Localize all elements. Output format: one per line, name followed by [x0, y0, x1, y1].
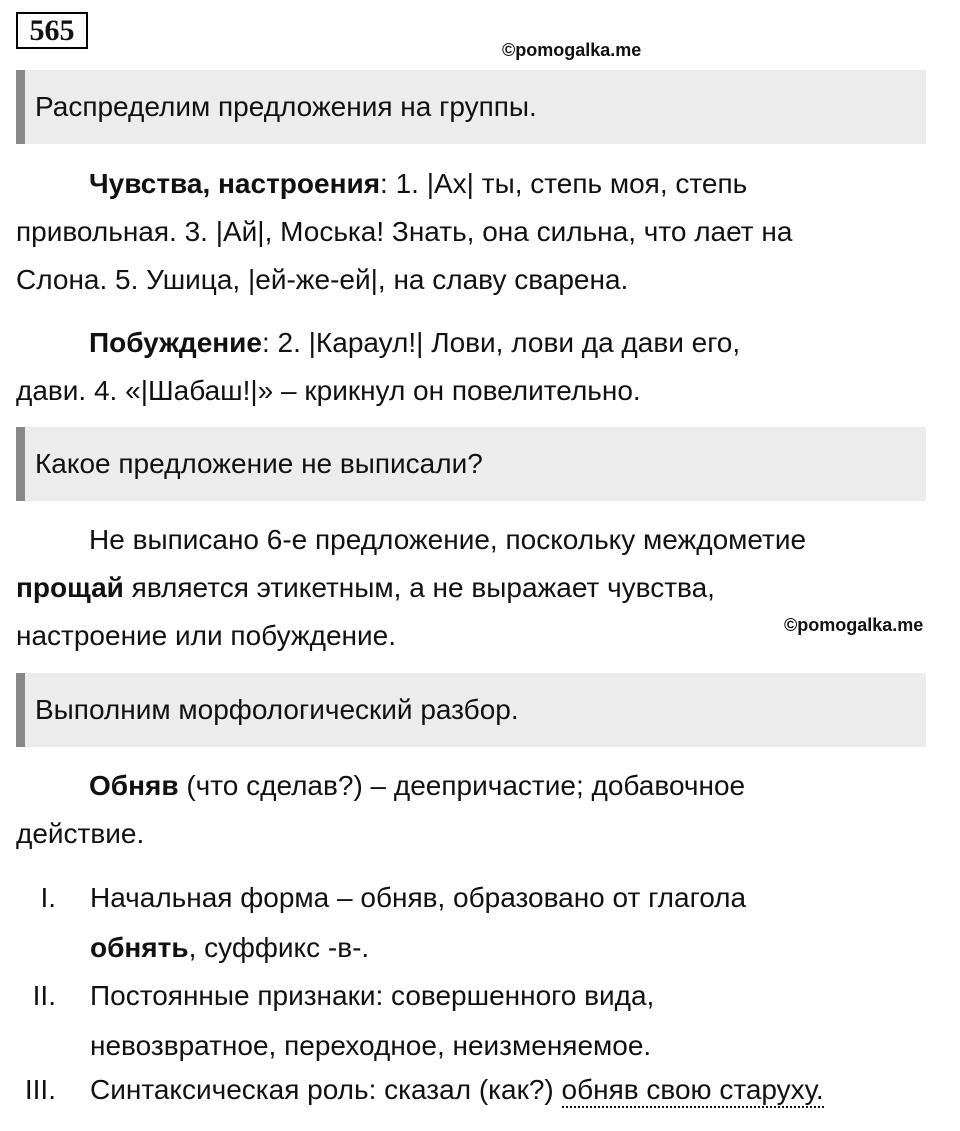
text-line: Синтаксическая роль: сказал (как?)	[90, 1074, 562, 1105]
prompt-text: Какое предложение не выписали?	[35, 448, 483, 479]
prompt-text: Выполним морфологический разбор.	[35, 694, 519, 725]
bold-word: прощай	[16, 572, 124, 603]
prompt-band-morphology	[16, 673, 926, 747]
roman-numeral: I.	[40, 882, 56, 913]
prompt-band-groups	[16, 70, 926, 144]
paragraph-motivation	[16, 319, 936, 415]
task-number-box	[16, 12, 88, 49]
prompt-text: Распределим предложения на группы.	[35, 91, 537, 122]
label-feelings: Чувства, настроения	[89, 168, 381, 199]
label-motivation: Побуждение	[89, 327, 262, 358]
paragraph-feelings	[16, 160, 936, 304]
text-line: настроение или побуждение.	[16, 620, 396, 651]
watermark: ©pomogalka.me	[502, 40, 642, 60]
roman-numeral: II.	[32, 980, 56, 1011]
text-line: невозвратное, переходное, неизменяемое.	[90, 1030, 652, 1061]
watermark: ©pomogalka.me	[784, 615, 924, 635]
paragraph-answer	[16, 516, 936, 660]
task-number: 565	[29, 14, 75, 47]
bold-word: Обняв	[89, 770, 179, 801]
text-line: , суффикс -в-.	[188, 932, 370, 963]
text-line: : 2. |Караул!| Лови, лови да дави его,	[261, 327, 741, 358]
text-line: действие.	[16, 818, 145, 849]
underlined-phrase: обняв свою старуху.	[562, 1074, 824, 1108]
text-line: Не выписано 6-е предложение, поскольку междометие	[89, 524, 807, 555]
text-line: Начальная форма – обняв, образовано от глагола	[90, 882, 747, 913]
bold-word: обнять	[90, 932, 189, 963]
roman-numeral: III.	[24, 1074, 56, 1105]
text-line: (что сделав?) – деепричастие; добавочное	[178, 770, 746, 801]
text-line: Постоянные признаки: совершенного вида,	[90, 980, 655, 1011]
prompt-band-not-written	[16, 427, 926, 501]
text-line: дави. 4. «|Шабаш!|» – крикнул он повелительно.	[16, 375, 641, 406]
text-line: является этикетным, а не выражает чувства,	[123, 572, 715, 603]
paragraph-intro	[16, 762, 936, 858]
text-line: Слона. 5. Ушица, |ей-же-ей|, на славу сварена.	[16, 264, 629, 295]
text-line: привольная. 3. |Ай|, Моська! Знать, она сильна, что лает на	[16, 216, 793, 247]
text-line: : 1. |Ах| ты, степь моя, степь	[380, 168, 748, 199]
